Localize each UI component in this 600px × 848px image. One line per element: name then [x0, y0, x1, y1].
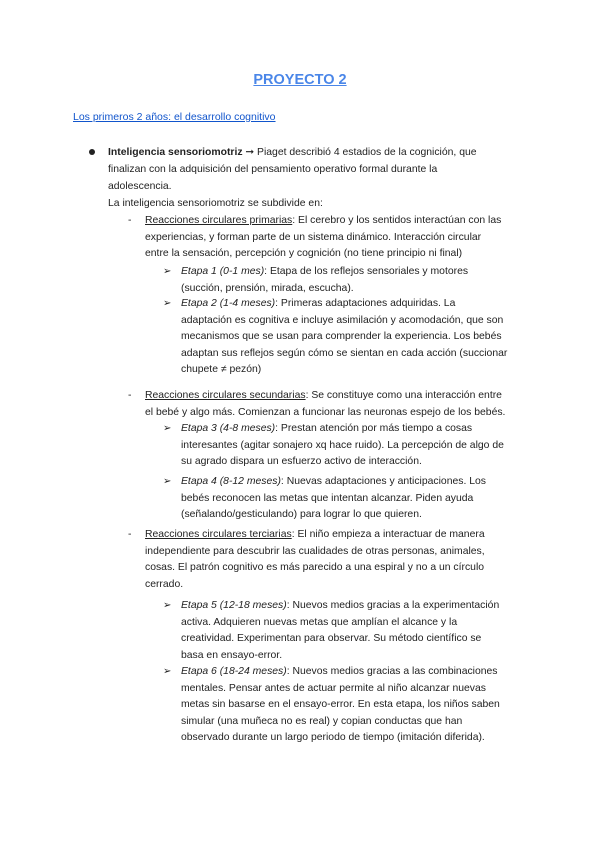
section-line: entre la sensación, percepción y cognición (no tiene principio ni final): [145, 248, 463, 260]
section-line: cerrado.: [145, 578, 184, 590]
stage-arrow-icon: ➢: [163, 666, 172, 677]
stage-line: bebés reconocen las metas que intentan alcanzar. Piden ayuda: [181, 492, 474, 504]
stage-label: Etapa 1 (0-1 mes): [181, 266, 265, 277]
stage-line: activa. Adquieren nuevas metas que amplían el alcance y la: [181, 616, 458, 628]
stage-label: Etapa 6 (18-24 meses): [181, 666, 287, 677]
intro-line-4: La inteligencia sensoriomotriz se subdivide en:: [108, 198, 323, 209]
stage-label-text: : Nuevas adaptaciones y anticipaciones. Los: [280, 476, 486, 487]
stage-label-text: : Prestan atención por más tiempo a cosas: [275, 423, 473, 434]
stage-arrow-icon: ➢: [163, 476, 172, 487]
stage-label: Etapa 5 (12-18 meses): [181, 600, 287, 611]
stage-line: mentales. Pensar antes de actuar permite al niño alcanzar nuevas: [181, 682, 486, 694]
stage-line: mecanismos que se usan para comprender la experiencia. Los bebés: [181, 331, 502, 343]
stage-label-text: : Nuevos medios gracias a la experimentación: [286, 600, 500, 611]
stage-line: adaptación es cognitiva e incluye asimilación y acomodación, que son: [181, 314, 504, 326]
section-heading-text: : Se constituye como una interacción entre: [305, 390, 502, 401]
section-line: experiencias, y forman parte de un sistema dinámico. Interacción circular: [145, 231, 482, 243]
section-subtitle-link[interactable]: Los primeros 2 años: el desarrollo cognitivo: [73, 111, 276, 123]
intro-line-1: [108, 145, 477, 162]
stage-arrow-icon: ➢: [163, 298, 172, 309]
stage-line: creatividad. Experimentan para observar. Su método científico se: [181, 633, 482, 645]
stage-line: observado durante un largo periodo de tiempo (imitación diferida).: [181, 732, 485, 744]
intro-line-3: adolescencia.: [108, 181, 172, 192]
stage-arrow-icon: ➢: [163, 423, 172, 434]
intro-line-2: finalizan con la adquisición del pensamiento operativo formal durante la: [108, 164, 438, 175]
stage-line: (señalando/gesticulando) para lograr lo que quieren.: [181, 509, 422, 521]
stage-line: su agrado dispara un esfuerzo activo de interacción.: [181, 456, 422, 468]
stage-line: [181, 421, 472, 438]
page-title: PROYECTO 2: [253, 72, 347, 88]
stage-line: basa en ensayo-error.: [181, 649, 283, 661]
section-line: independiente para descubrir las cualidades de otras personas, animales,: [145, 545, 485, 557]
section-dash-marker: -: [128, 215, 132, 226]
stage-line: metas sin basarse en el ensayo-error. En esta etapa, los niños saben: [181, 699, 500, 711]
stage-line: [181, 598, 499, 615]
stage-line: [181, 474, 486, 491]
stage-label: Etapa 2 (1-4 meses): [181, 298, 276, 309]
stage-line: chupete ≠ pezón): [181, 364, 262, 376]
intro-term: Inteligencia sensoriomotriz: [108, 147, 243, 158]
stage-line: simular (una muñeca no es real) y copian conductas que han: [181, 715, 463, 727]
stage-line: adaptan sus reflejos según cómo se sientan en cada acción (succionar: [181, 347, 508, 359]
stage-line: (succión, prensión, mirada, escucha).: [181, 282, 354, 294]
stage-arrow-icon: ➢: [163, 600, 172, 611]
section-heading: Reacciones circulares primarias: [145, 215, 293, 226]
bullet-dot-icon: [89, 149, 95, 155]
section-line: el bebé y algo más. Comienzan a funcionar las neuronas espejo de los bebés.: [145, 406, 506, 418]
intro-text-1: Piaget describió 4 estadios de la cognición, que: [254, 147, 477, 158]
stage-line: [181, 664, 498, 681]
section-line: [145, 388, 502, 405]
section-heading-text: : El niño empieza a interactuar de manera: [291, 529, 485, 540]
section-heading: Reacciones circulares terciarias: [145, 529, 292, 540]
stage-label-text: : Primeras adaptaciones adquiridas. La: [275, 298, 456, 309]
section-heading: Reacciones circulares secundarias: [145, 390, 306, 401]
section-heading-text: : El cerebro y los sentidos interactúan con las: [292, 215, 502, 226]
section-line: cosas. El patrón cognitivo es más parecido a una espiral y no a un círculo: [145, 562, 485, 574]
stage-line: [181, 296, 455, 313]
stage-line: [181, 264, 468, 281]
section-line: [145, 527, 485, 544]
stage-arrow-icon: ➢: [163, 266, 172, 277]
stage-label: Etapa 4 (8-12 meses): [181, 476, 281, 487]
section-line: [145, 213, 501, 230]
stage-label: Etapa 3 (4-8 meses): [181, 423, 276, 434]
section-dash-marker: -: [128, 390, 132, 401]
stage-line: interesantes (agitar sonajero xq hace ruido). La percepción de algo de: [181, 439, 504, 451]
stage-label-text: : Nuevos medios gracias a las combinaciones: [286, 666, 498, 677]
arrow-icon: ➞: [245, 147, 255, 158]
section-dash-marker: -: [128, 529, 132, 540]
stage-label-text: : Etapa de los reflejos sensoriales y motores: [264, 266, 469, 277]
